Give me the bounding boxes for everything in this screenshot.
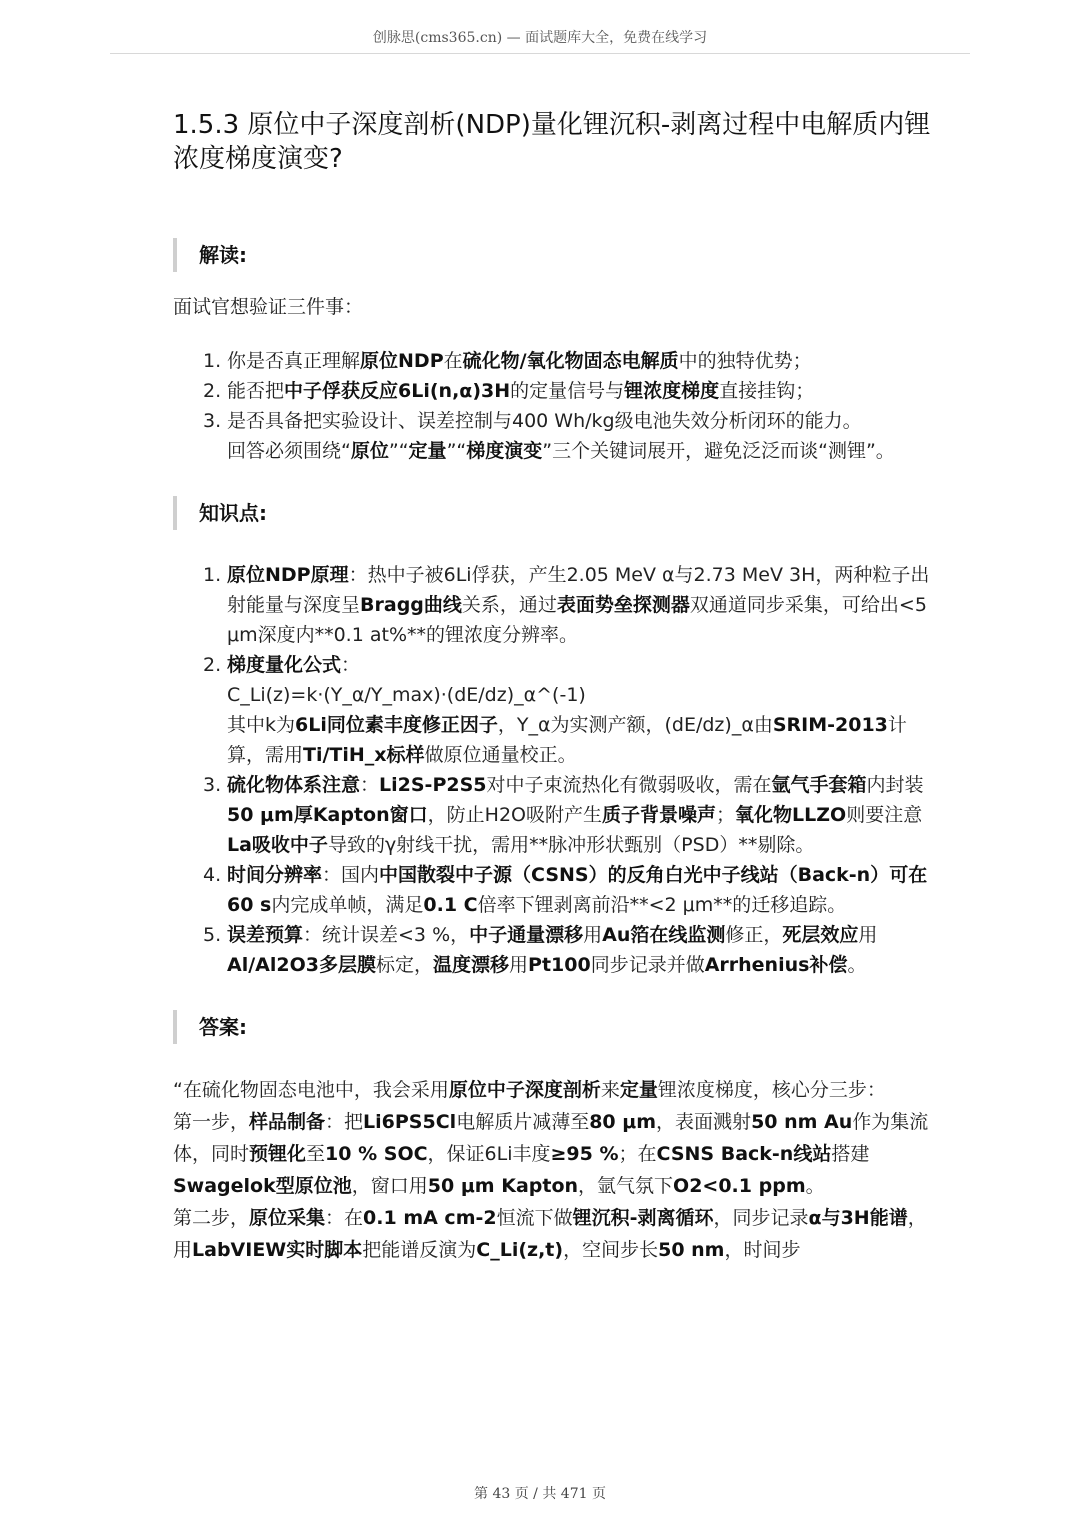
knowledge-list bbox=[173, 560, 933, 980]
question-title: 1.5.3 原位中子深度剖析(NDP)量化锂沉积-剥离过程中电解质内锂浓度梯度演变? bbox=[173, 110, 931, 174]
list-number: 1. bbox=[203, 564, 222, 586]
list-number: 3. bbox=[203, 774, 222, 796]
section-heading-interpretation: 解读: bbox=[173, 238, 933, 272]
list-number: 5. bbox=[203, 924, 222, 946]
list-number: 4. bbox=[203, 864, 222, 886]
list-number: 2. bbox=[203, 654, 222, 676]
list-item: 4. 时间分辨率：国内中国散裂中子源（CSNS）的反角白光中子线站（Back-n）可在60 s内完成单帧，满足0.1 C倍率下锂剥离前沿**<2 μm**的迁移追踪。 bbox=[173, 860, 933, 920]
section-heading-knowledge: 知识点: bbox=[173, 496, 933, 530]
interpretation-intro: 面试官想验证三件事： bbox=[173, 296, 364, 318]
answer-body bbox=[173, 1074, 933, 1266]
page-footer: 第 43 页 / 共 471 页 bbox=[474, 1486, 606, 1502]
list-number: 2. bbox=[203, 380, 222, 402]
list-item: 2. 梯度量化公式： C_Li(z)=k·(Y_α/Y_max)·(dE/dz)_α^(-1) 其中k为6Li同位素丰度修正因子，Y_α为实测产额，(dE/dz)_α由SRIM-2013计算，需用Ti/TiH_x标样做原位通量校正。 bbox=[173, 650, 933, 770]
page-header: 创脉思(cms365.cn) — 面试题库大全，免费在线学习 bbox=[372, 30, 708, 46]
list-item: 1. 原位NDP原理：热中子被6Li俘获，产生2.05 MeV α与2.73 MeV 3H，两种粒子出射能量与深度呈Bragg曲线关系，通过表面势垒探测器双通道同步采集，可给出<5 μm深度内**0.1 at%**的锂浓度分辨率。 bbox=[173, 560, 933, 650]
section-heading-answer: 答案: bbox=[173, 1010, 933, 1044]
list-number: 3. bbox=[203, 410, 222, 432]
list-number: 1. bbox=[203, 350, 222, 372]
answer-paragraph: 第二步，原位采集：在0.1 mA cm-2恒流下做锂沉积-剥离循环，同步记录α与3H能谱，用LabVIEW实时脚本把能谱反演为C_Li(z,t)，空间步长50 nm，时间步 bbox=[173, 1207, 927, 1261]
formula: C_Li(z)=k·(Y_α/Y_max)·(dE/dz)_α^(-1) bbox=[227, 684, 586, 706]
interpretation-list bbox=[173, 346, 933, 466]
list-item: 3. 是否具备把实验设计、误差控制与400 Wh/kg级电池失效分析闭环的能力。 回答必须围绕“原位”“定量”“梯度演变”三个关键词展开，避免泛泛而谈“测锂”。 bbox=[173, 406, 933, 466]
header-divider bbox=[110, 53, 970, 54]
answer-paragraph: “在硫化物固态电池中，我会采用原位中子深度剖析来定量锂浓度梯度，核心分三步： bbox=[173, 1079, 886, 1101]
list-item: 5. 误差预算：统计误差<3 %，中子通量漂移用Au箔在线监测修正，死层效应用Al/Al2O3多层膜标定，温度漂移用Pt100同步记录并做Arrhenius补偿。 bbox=[173, 920, 933, 980]
answer-paragraph: 第一步，样品制备：把Li6PS5Cl电解质片减薄至80 μm，表面溅射50 nm Au作为集流体，同时预锂化至10 % SOC，保证6Li丰度≥95 %；在CSNS Back-n线站搭建Swagelok型原位池，窗口用50 μm Kapton，氩气氛下O2<0.1 ppm。 bbox=[173, 1111, 929, 1197]
list-item: 3. 硫化物体系注意：Li2S-P2S5对中子束流热化有微弱吸收，需在氩气手套箱内封装50 μm厚Kapton窗口，防止H2O吸附产生质子背景噪声；氧化物LLZO则要注意La吸收中子导致的γ射线干扰，需用**脉冲形状甄别（PSD）**剔除。 bbox=[173, 770, 933, 860]
list-item: 2. 能否把中子俘获反应6Li(n,α)3H的定量信号与锂浓度梯度直接挂钩； bbox=[173, 376, 933, 406]
list-item: 1. 你是否真正理解原位NDP在硫化物/氧化物固态电解质中的独特优势； bbox=[173, 346, 933, 376]
document-body bbox=[173, 108, 933, 1266]
